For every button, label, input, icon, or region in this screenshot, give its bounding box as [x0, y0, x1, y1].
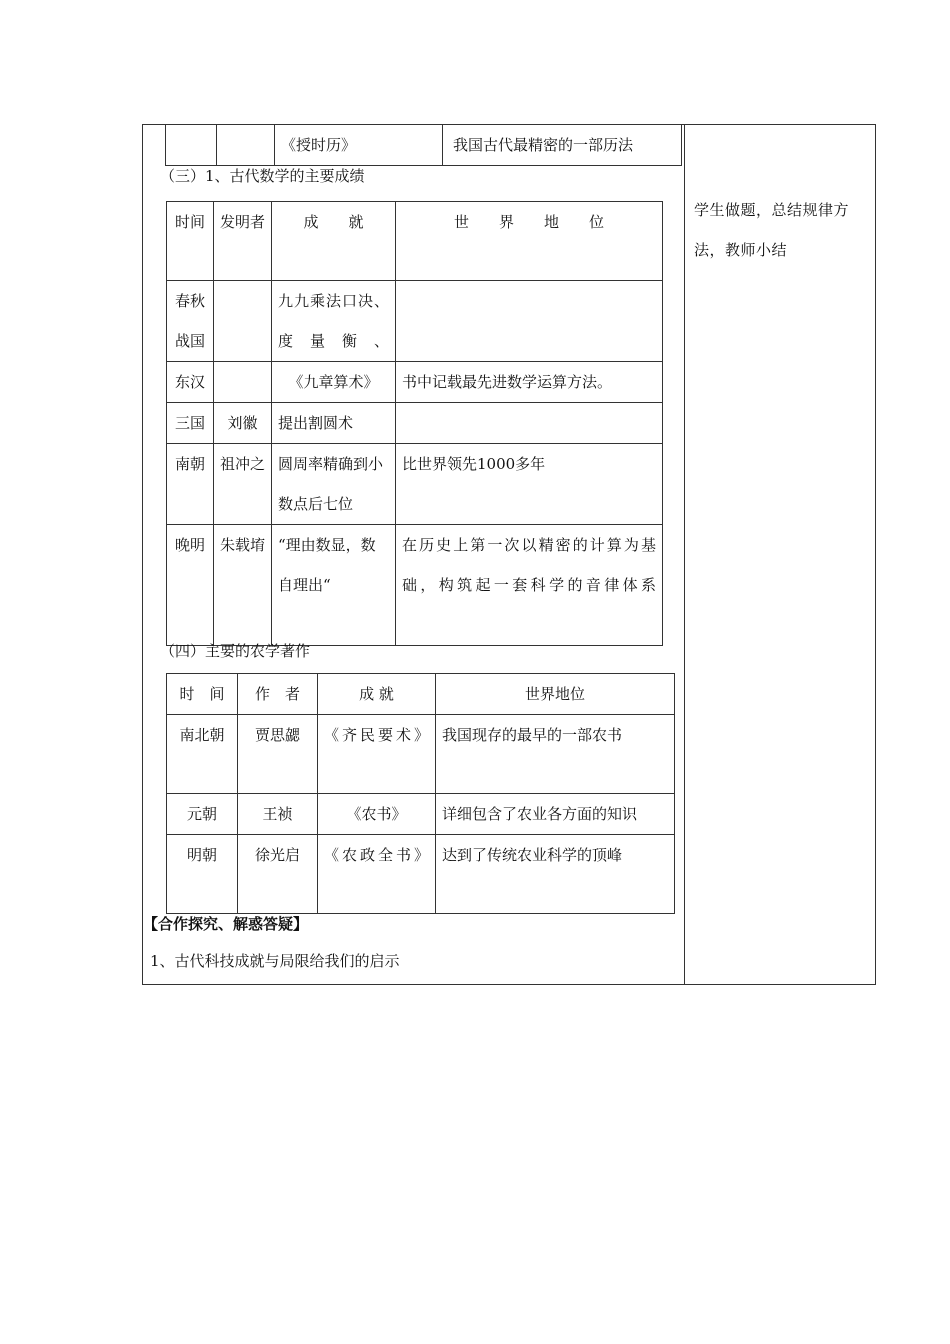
table-cell: [396, 403, 663, 444]
table-cell: [214, 281, 272, 362]
table-cell: 祖冲之: [214, 444, 272, 525]
table-cell: [166, 125, 217, 166]
table-cell: [217, 125, 275, 166]
table-cell: 贾思勰: [238, 715, 318, 794]
question-1: 1、古代科技成就与局限给我们的启示: [150, 952, 400, 970]
table-row: [167, 835, 675, 914]
header-cell: 作 者: [238, 674, 318, 715]
table-cell: 圆周率精确到小数点后七位: [272, 444, 396, 525]
cooperation-title: 【合作探究、解惑答疑】: [143, 915, 309, 933]
header-cell: 世界地位: [436, 674, 675, 715]
header-cell: 世 界 地 位: [396, 202, 663, 281]
table-cell: 《授时历》: [275, 125, 443, 166]
table-cell: 书中记载最先进数学运算方法。: [396, 362, 663, 403]
table-cell: 徐光启: [238, 835, 318, 914]
header-cell: 时 间: [167, 674, 238, 715]
table-row: [166, 125, 682, 166]
section3-title: （三）1、古代数学的主要成绩: [160, 167, 365, 185]
column-divider: [684, 124, 685, 985]
table-cell: 详细包含了农业各方面的知识: [436, 794, 675, 835]
header-cell: 发明者: [214, 202, 272, 281]
table-cell: 在历史上第一次以精密的计算为基础，构筑起一套科学的音律体系: [396, 525, 663, 646]
table-row: [167, 794, 675, 835]
table-row: [167, 281, 663, 362]
table-cell: 提出割圆术: [272, 403, 396, 444]
table-cell: 东汉: [167, 362, 214, 403]
table-cell: 我国现存的最早的一部农书: [436, 715, 675, 794]
table-cell: 明朝: [167, 835, 238, 914]
agriculture-table: [166, 673, 675, 914]
table-cell: 刘徽: [214, 403, 272, 444]
header-cell: 时间: [167, 202, 214, 281]
table-row: [167, 525, 663, 646]
table-cell: [396, 281, 663, 362]
side-note: 学生做题，总结规律方法，教师小结: [694, 201, 850, 259]
header-cell: 成 就: [318, 674, 436, 715]
table-cell: 《农政全书》: [318, 835, 436, 914]
table-cell: 三国: [167, 403, 214, 444]
table-cell: 《九章算术》: [272, 362, 396, 403]
table-header-row: [167, 674, 675, 715]
table-cell: 我国古代最精密的一部历法: [443, 125, 682, 166]
table-cell: 王祯: [238, 794, 318, 835]
section4-title: （四）主要的农学著作: [160, 642, 311, 660]
table-cell: 晚明: [167, 525, 214, 646]
header-cell: 成 就: [272, 202, 396, 281]
calendar-table: [165, 124, 682, 166]
table-cell: [214, 362, 272, 403]
table-header-row: [167, 202, 663, 281]
table-cell: 南朝: [167, 444, 214, 525]
table-cell: 九九乘法口决、度量衡、: [272, 281, 396, 362]
table-cell: 朱载堉: [214, 525, 272, 646]
table-row: [167, 403, 663, 444]
table-cell: 《齐民要术》: [318, 715, 436, 794]
table-cell: 春秋战国: [167, 281, 214, 362]
table-cell: 南北朝: [167, 715, 238, 794]
table-row: [167, 362, 663, 403]
table-cell: 比世界领先1000多年: [396, 444, 663, 525]
math-table: [166, 201, 663, 646]
table-cell: 《农书》: [318, 794, 436, 835]
table-row: [167, 715, 675, 794]
table-cell: 元朝: [167, 794, 238, 835]
table-row: [167, 444, 663, 525]
table-cell: 达到了传统农业科学的顶峰: [436, 835, 675, 914]
table-cell: “理由数显，数自理出“: [272, 525, 396, 646]
